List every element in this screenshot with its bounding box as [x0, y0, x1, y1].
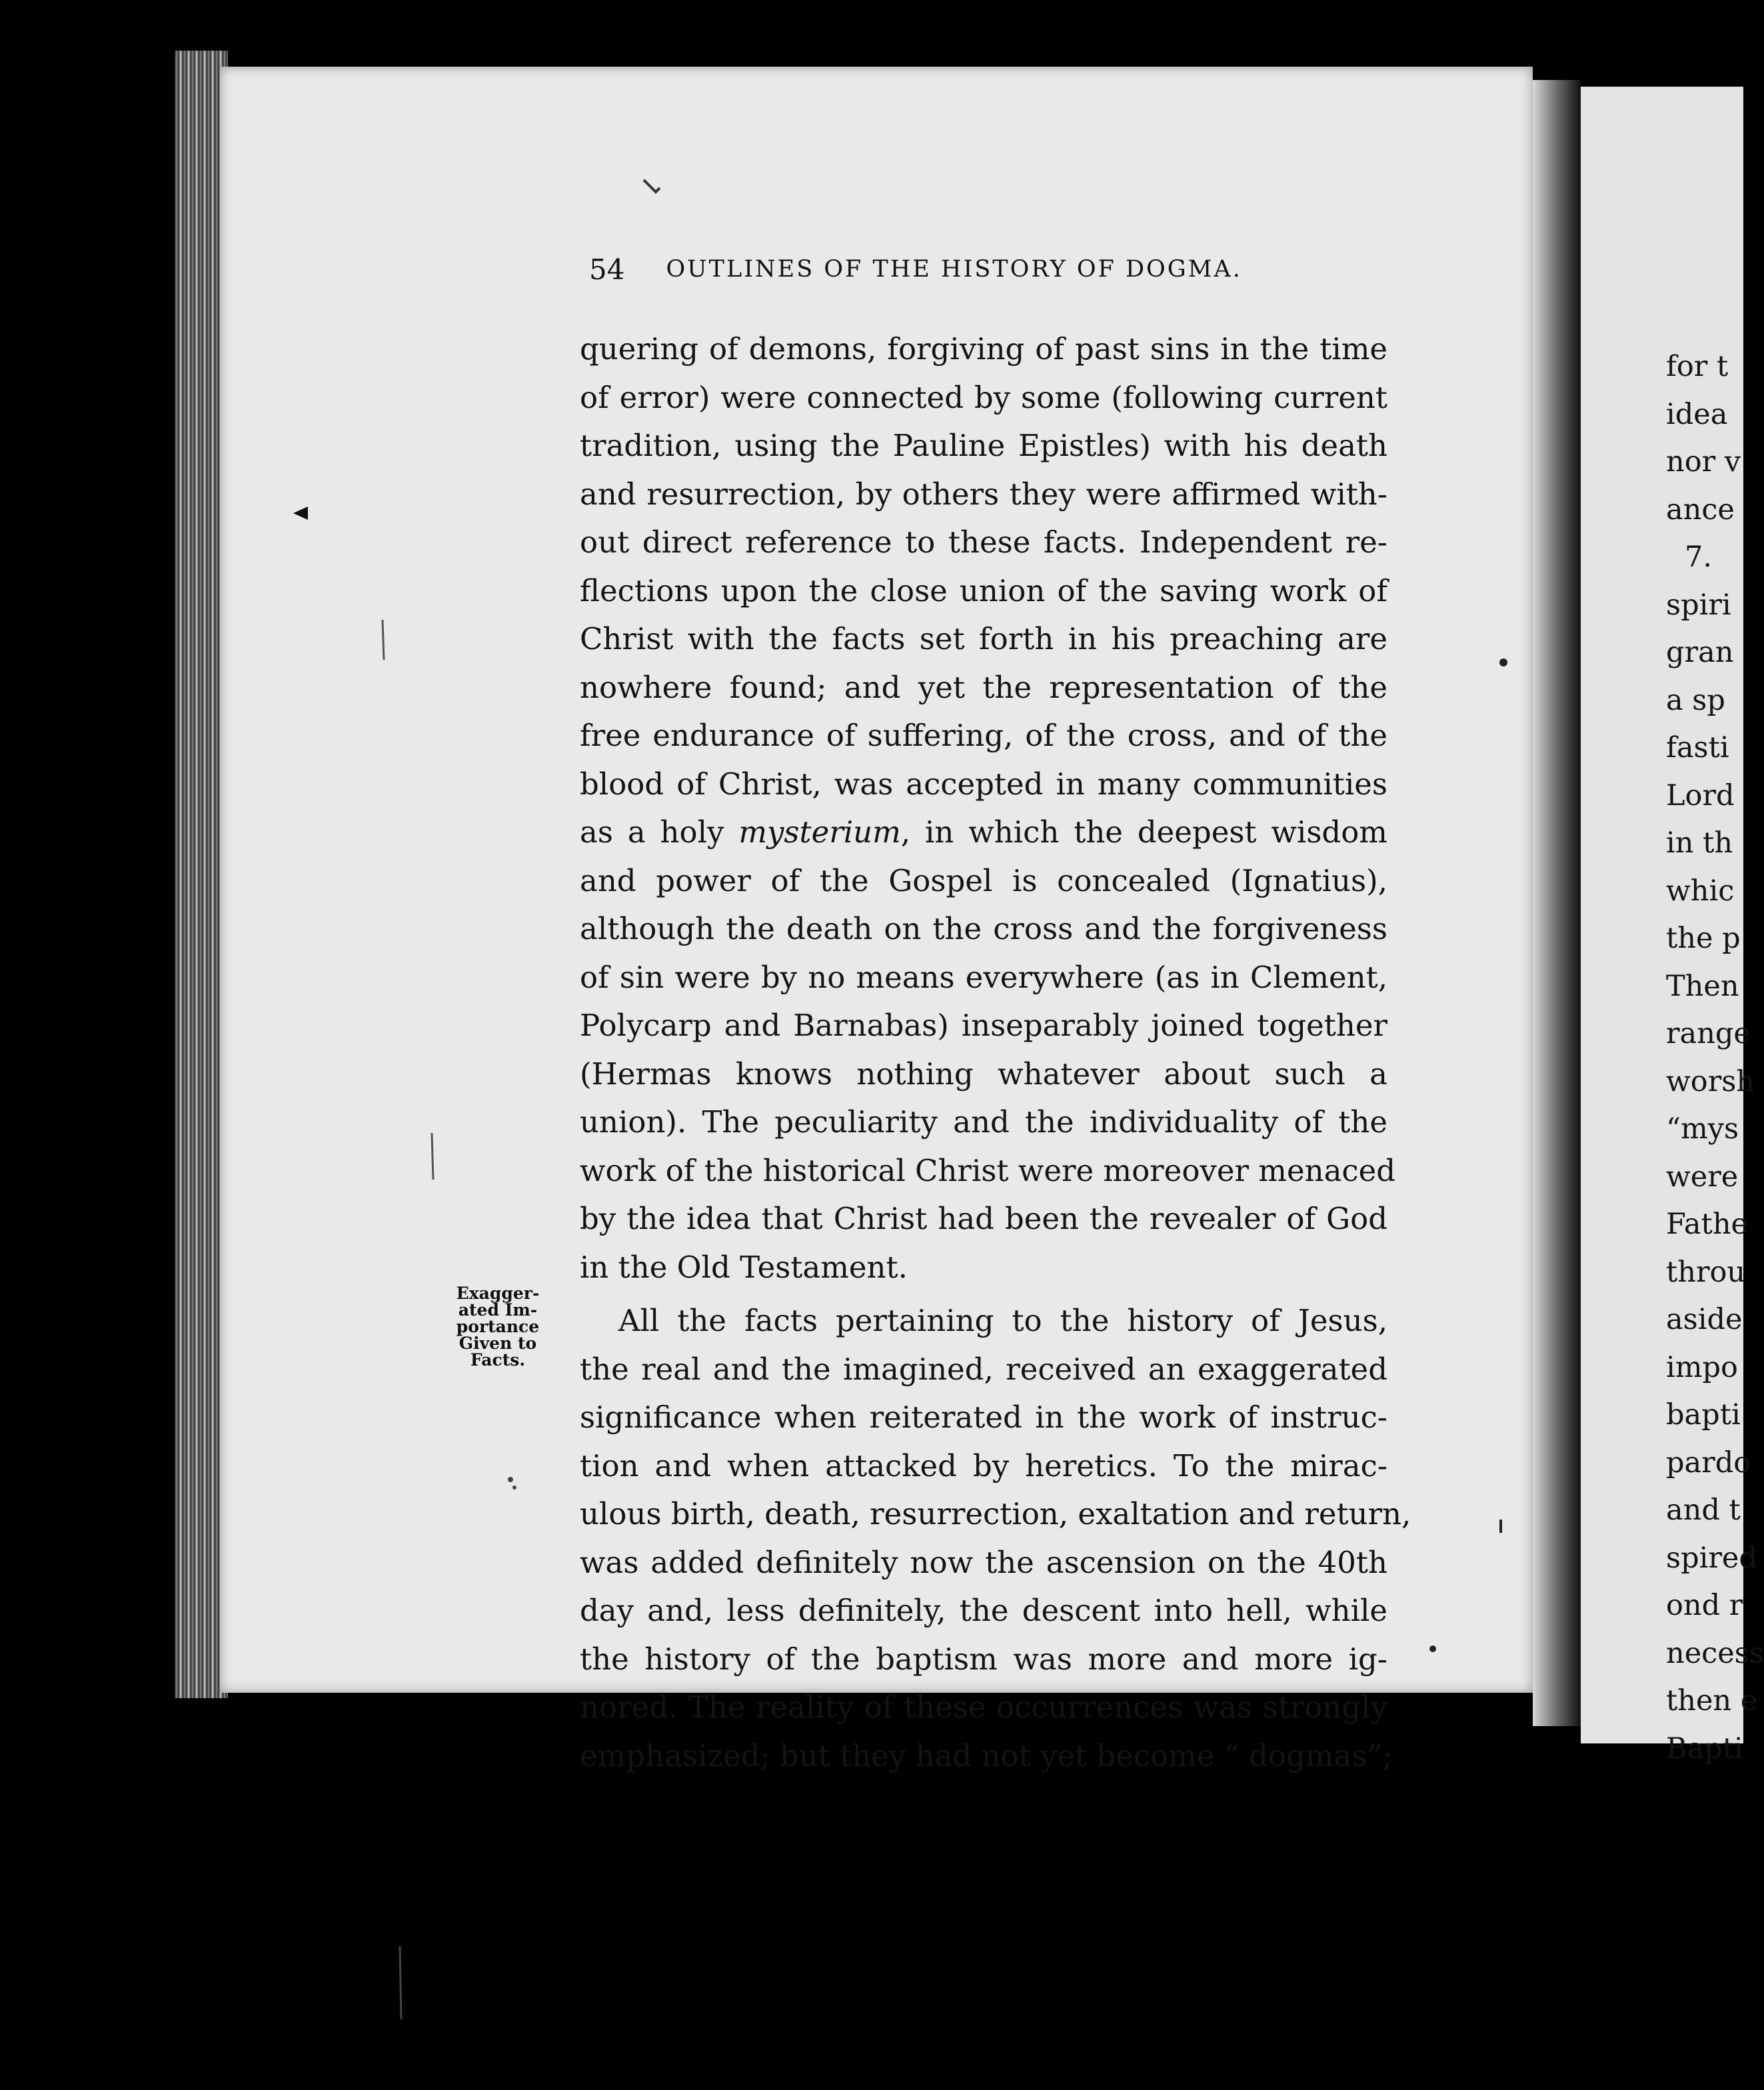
facing-line: in th [1666, 826, 1733, 860]
margin-note-line: ated Im- [458, 1300, 538, 1320]
facing-line: pardo [1666, 1446, 1751, 1480]
facing-line: throu [1666, 1255, 1746, 1289]
margin-note-line: Facts. [470, 1350, 526, 1370]
facing-line: and t [1666, 1494, 1741, 1527]
text-line: out direct reference to these facts. Independent re- [580, 524, 1387, 560]
text-line: day and, less definitely, the descent into hell, while [580, 1593, 1387, 1628]
facing-line: 7. [1685, 540, 1713, 574]
running-title: OUTLINES OF THE HISTORY OF DOGMA. [666, 256, 1242, 283]
facing-line: spiri [1666, 588, 1731, 622]
facing-line: bapti [1666, 1398, 1741, 1432]
text-line: as a holy mysterium, in which the deepest wisdom [580, 814, 1387, 850]
facing-line: ance [1666, 493, 1735, 526]
margin-note-line: Given to [458, 1334, 537, 1353]
text-line: ulous birth, death, resurrection, exaltation and return, [580, 1496, 1411, 1532]
text-line: and power of the Gospel is concealed (Ignatius), [580, 862, 1387, 898]
facing-line: for t [1666, 350, 1729, 383]
text-line: All the facts pertaining to the history of Jesus, [618, 1303, 1387, 1338]
margin-note-line: Exagger- [456, 1284, 540, 1303]
facing-line: the p [1666, 922, 1741, 955]
facing-line: worsh [1666, 1064, 1755, 1098]
text-line: (Hermas knows nothing whatever about such a [580, 1056, 1387, 1092]
text-line: flections upon the close union of the saving work of [580, 572, 1387, 608]
text-line: nored. The reality of these occurrences was strongly [580, 1689, 1387, 1725]
text-line: was added definitely now the ascension on the 40th [580, 1544, 1387, 1580]
facing-line: Lord [1666, 778, 1735, 812]
text-line: work of the historical Christ were moreover menaced [580, 1152, 1396, 1188]
text-line: by the idea that Christ had been the revealer of God [580, 1201, 1387, 1236]
text-line: emphasized; but they had not yet become “ dogmas”; [580, 1737, 1393, 1773]
text-line: of error) were connected by some (following current [580, 379, 1387, 415]
text-line: of sin were by no means everywhere (as in Clement, [580, 959, 1387, 995]
text-line: significance when reiterated in the work of instruc- [580, 1400, 1387, 1435]
text-line: Polycarp and Barnabas) inseparably joined together [580, 1008, 1387, 1043]
italic-term: mysterium [738, 814, 901, 850]
text-line: although the death on the cross and the forgiveness [580, 911, 1387, 946]
facing-line: necess [1666, 1636, 1764, 1670]
facing-line: Fathe [1666, 1208, 1748, 1241]
facing-line: were [1666, 1160, 1739, 1194]
facing-line: “mys [1666, 1112, 1739, 1146]
text-line: quering of demons, forgiving of past sins in the time [580, 331, 1387, 367]
text-line: Christ with the facts set forth in his preaching are [580, 621, 1387, 656]
facing-line: whic [1666, 874, 1735, 908]
text-line: tion and when attacked by heretics. To the mirac- [580, 1448, 1387, 1484]
facing-line: nor v [1666, 445, 1741, 479]
facing-line: impo [1666, 1350, 1738, 1384]
margin-note-line: portance [456, 1317, 540, 1336]
text-line: the real and the imagined, received an exaggerated [580, 1351, 1387, 1387]
text-line: free endurance of suffering, of the cross, and of the [580, 718, 1387, 753]
facing-line: idea [1666, 397, 1728, 431]
facing-line: gran [1666, 636, 1734, 669]
text-line: the history of the baptism was more and more ig- [580, 1641, 1387, 1677]
facing-line: aside [1666, 1303, 1743, 1336]
text-line: and resurrection, by others they were affirmed with- [580, 476, 1387, 512]
facing-line: ond r [1666, 1589, 1743, 1622]
facing-line: fasti [1666, 731, 1729, 764]
text-line: union). The peculiarity and the individuality of the [580, 1104, 1387, 1140]
text-line: tradition, using the Pauline Epistles) with his death [580, 428, 1387, 463]
facing-line: Then [1666, 969, 1739, 1003]
facing-line: spired [1666, 1541, 1757, 1575]
facing-line: a sp [1666, 683, 1725, 717]
facing-line: range [1666, 1017, 1751, 1050]
text-line: blood of Christ, was accepted in many communities [580, 766, 1387, 802]
facing-line: then e [1666, 1684, 1758, 1717]
text-line: nowhere found; and yet the representation of the [580, 669, 1387, 705]
page-number: 54 [589, 253, 625, 286]
facing-line: Bapti [1666, 1731, 1743, 1765]
text-line: in the Old Testament. [580, 1249, 908, 1285]
